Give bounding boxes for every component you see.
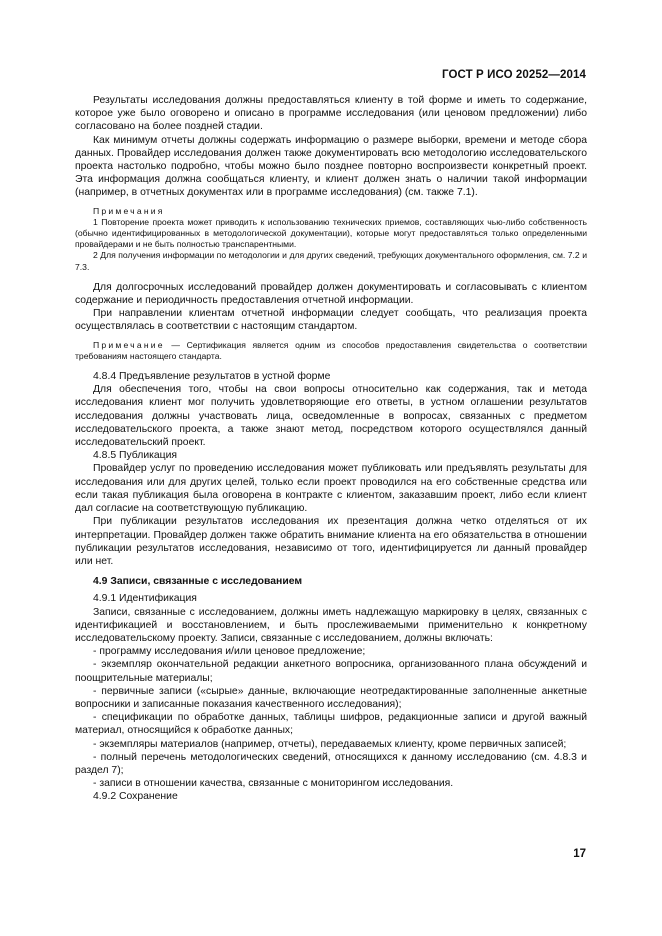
paragraph: При направлении клиентам отчетной информации следует сообщать, что реализация проекта осуществлялась в соответствии с настоящим стандартом. xyxy=(75,308,587,333)
records-list xyxy=(75,645,587,790)
note-text: — Сертификация является одним из способов предоставления свидетельства о соответствии требованиям настоящего стандарта. xyxy=(75,339,587,361)
section-4-8-5-title: 4.8.5 Публикация xyxy=(93,450,178,462)
page-body xyxy=(75,94,587,804)
list-item: - экземпляр окончательной редакции анкетного вопросника, организованного плана обсуждений и поощрительные материалы; xyxy=(75,659,587,684)
note-3 xyxy=(75,340,587,362)
notes-title: Примечания xyxy=(93,205,165,216)
list-item: - экземпляры материалов (например, отчеты), передаваемых клиенту, кроме первичных записей; xyxy=(93,738,567,750)
list-item: - спецификации по обработке данных, таблицы шифров, редакционные записи и другой важный материал, относящийся к обработке данных; xyxy=(75,712,587,737)
list-item: - полный перечень методологических сведений, относящихся к данному исследованию (см. 4.8.3 и раздел 7); xyxy=(75,751,587,776)
section-4-9-2-title: 4.9.2 Сохранение xyxy=(93,791,178,803)
section-4-9-heading: 4.9 Записи, связанные с исследованием xyxy=(93,576,303,588)
list-item: - программу исследования и/или ценовое предложение; xyxy=(93,646,366,658)
paragraph: Провайдер услуг по проведению исследования может публиковать или предъявлять результаты для исследования или для других целей, только если проект проводился на его собственные средства или если такая публикация была оговорена в контракте с клиентом, заказавшим проект, либо если клиент дал согласие на соответствующую публикацию. xyxy=(75,463,587,515)
paragraph: При публикации результатов исследования их презентация должна четко отделяться от их интерпретации. Провайдер должен также обратить внимание клиента на его обязательства в отношении публикации результатов исследования, независимо от того, идентифицируется ли данный провайдер или нет. xyxy=(75,516,587,567)
paragraph: Результаты исследования должны предоставляться клиенту в той форме и иметь то содержание, которое уже было оговорено и описано в программе исследования (или ценовом предложении) либо согласовано на более поздней стадии. xyxy=(75,95,587,133)
note-1: 1 Повторение проекта может приводить к использованию технических приемов, составляющих чью-либо собственность (обычно идентифицированных в методологической документации), которые могут предоставляться только определенными провайдерами и не быть полностью транспарентными. xyxy=(75,216,587,250)
paragraph: Для долгосрочных исследований провайдер должен документировать и согласовывать с клиентом содержание и периодичность предоставления отчетной информации. xyxy=(75,281,587,307)
list-item: - записи в отношении качества, связанные с мониторингом исследования. xyxy=(93,778,454,790)
paragraph: Для обеспечения того, чтобы на свои вопросы относительно как содержания, так и метода исследования клиент мог получить удовлетворяющие его ответы, в устном оглашении результатов исследования должны участвовать лица, осведомленные в вопросах, связанных с предметом исследовательского проекта, а также знают метод, посредством которого осуществлялся данный исследовательский проект. xyxy=(75,384,587,449)
section-4-9-1-title: 4.9.1 Идентификация xyxy=(93,593,197,605)
page-number: 17 xyxy=(573,848,586,860)
note-2: 2 Для получения информации по методологии и для других сведений, требующих документального оформления, см. 7.2 и 7.3. xyxy=(75,250,587,272)
paragraph: Как минимум отчеты должны содержать информацию о размере выборки, времени и методе сбора данных. Провайдер исследования должен также документировать всю методологию исследовательского проекта настолько подробно, чтобы можно было позднее повторно воспроизвести конкретный проект. Эта информация должна сообщаться клиенту, и клиент должен знать о наличии такой информации (например, в отчетных документах или в программе исследования) (см. также 7.1). xyxy=(75,134,587,199)
note-label: Примечание xyxy=(93,339,165,350)
standard-header: ГОСТ Р ИСО 20252—2014 xyxy=(441,69,586,81)
section-4-8-4-title: 4.8.4 Предъявление результатов в устной форме xyxy=(93,371,331,383)
list-item: - первичные записи («сырые» данные, включающие неотредактированные заполненные анкетные вопросники и записанные показания качественного исследования); xyxy=(75,685,587,710)
paragraph: Записи, связанные с исследованием, должны иметь надлежащую маркировку в целях, связанных с идентификацией и восстановлением, и быть прослеживаемыми применительно к конкретному исследовательскому проекту. Записи, связанные с исследованием, должны включать: xyxy=(75,606,587,644)
notes-block xyxy=(75,206,587,273)
